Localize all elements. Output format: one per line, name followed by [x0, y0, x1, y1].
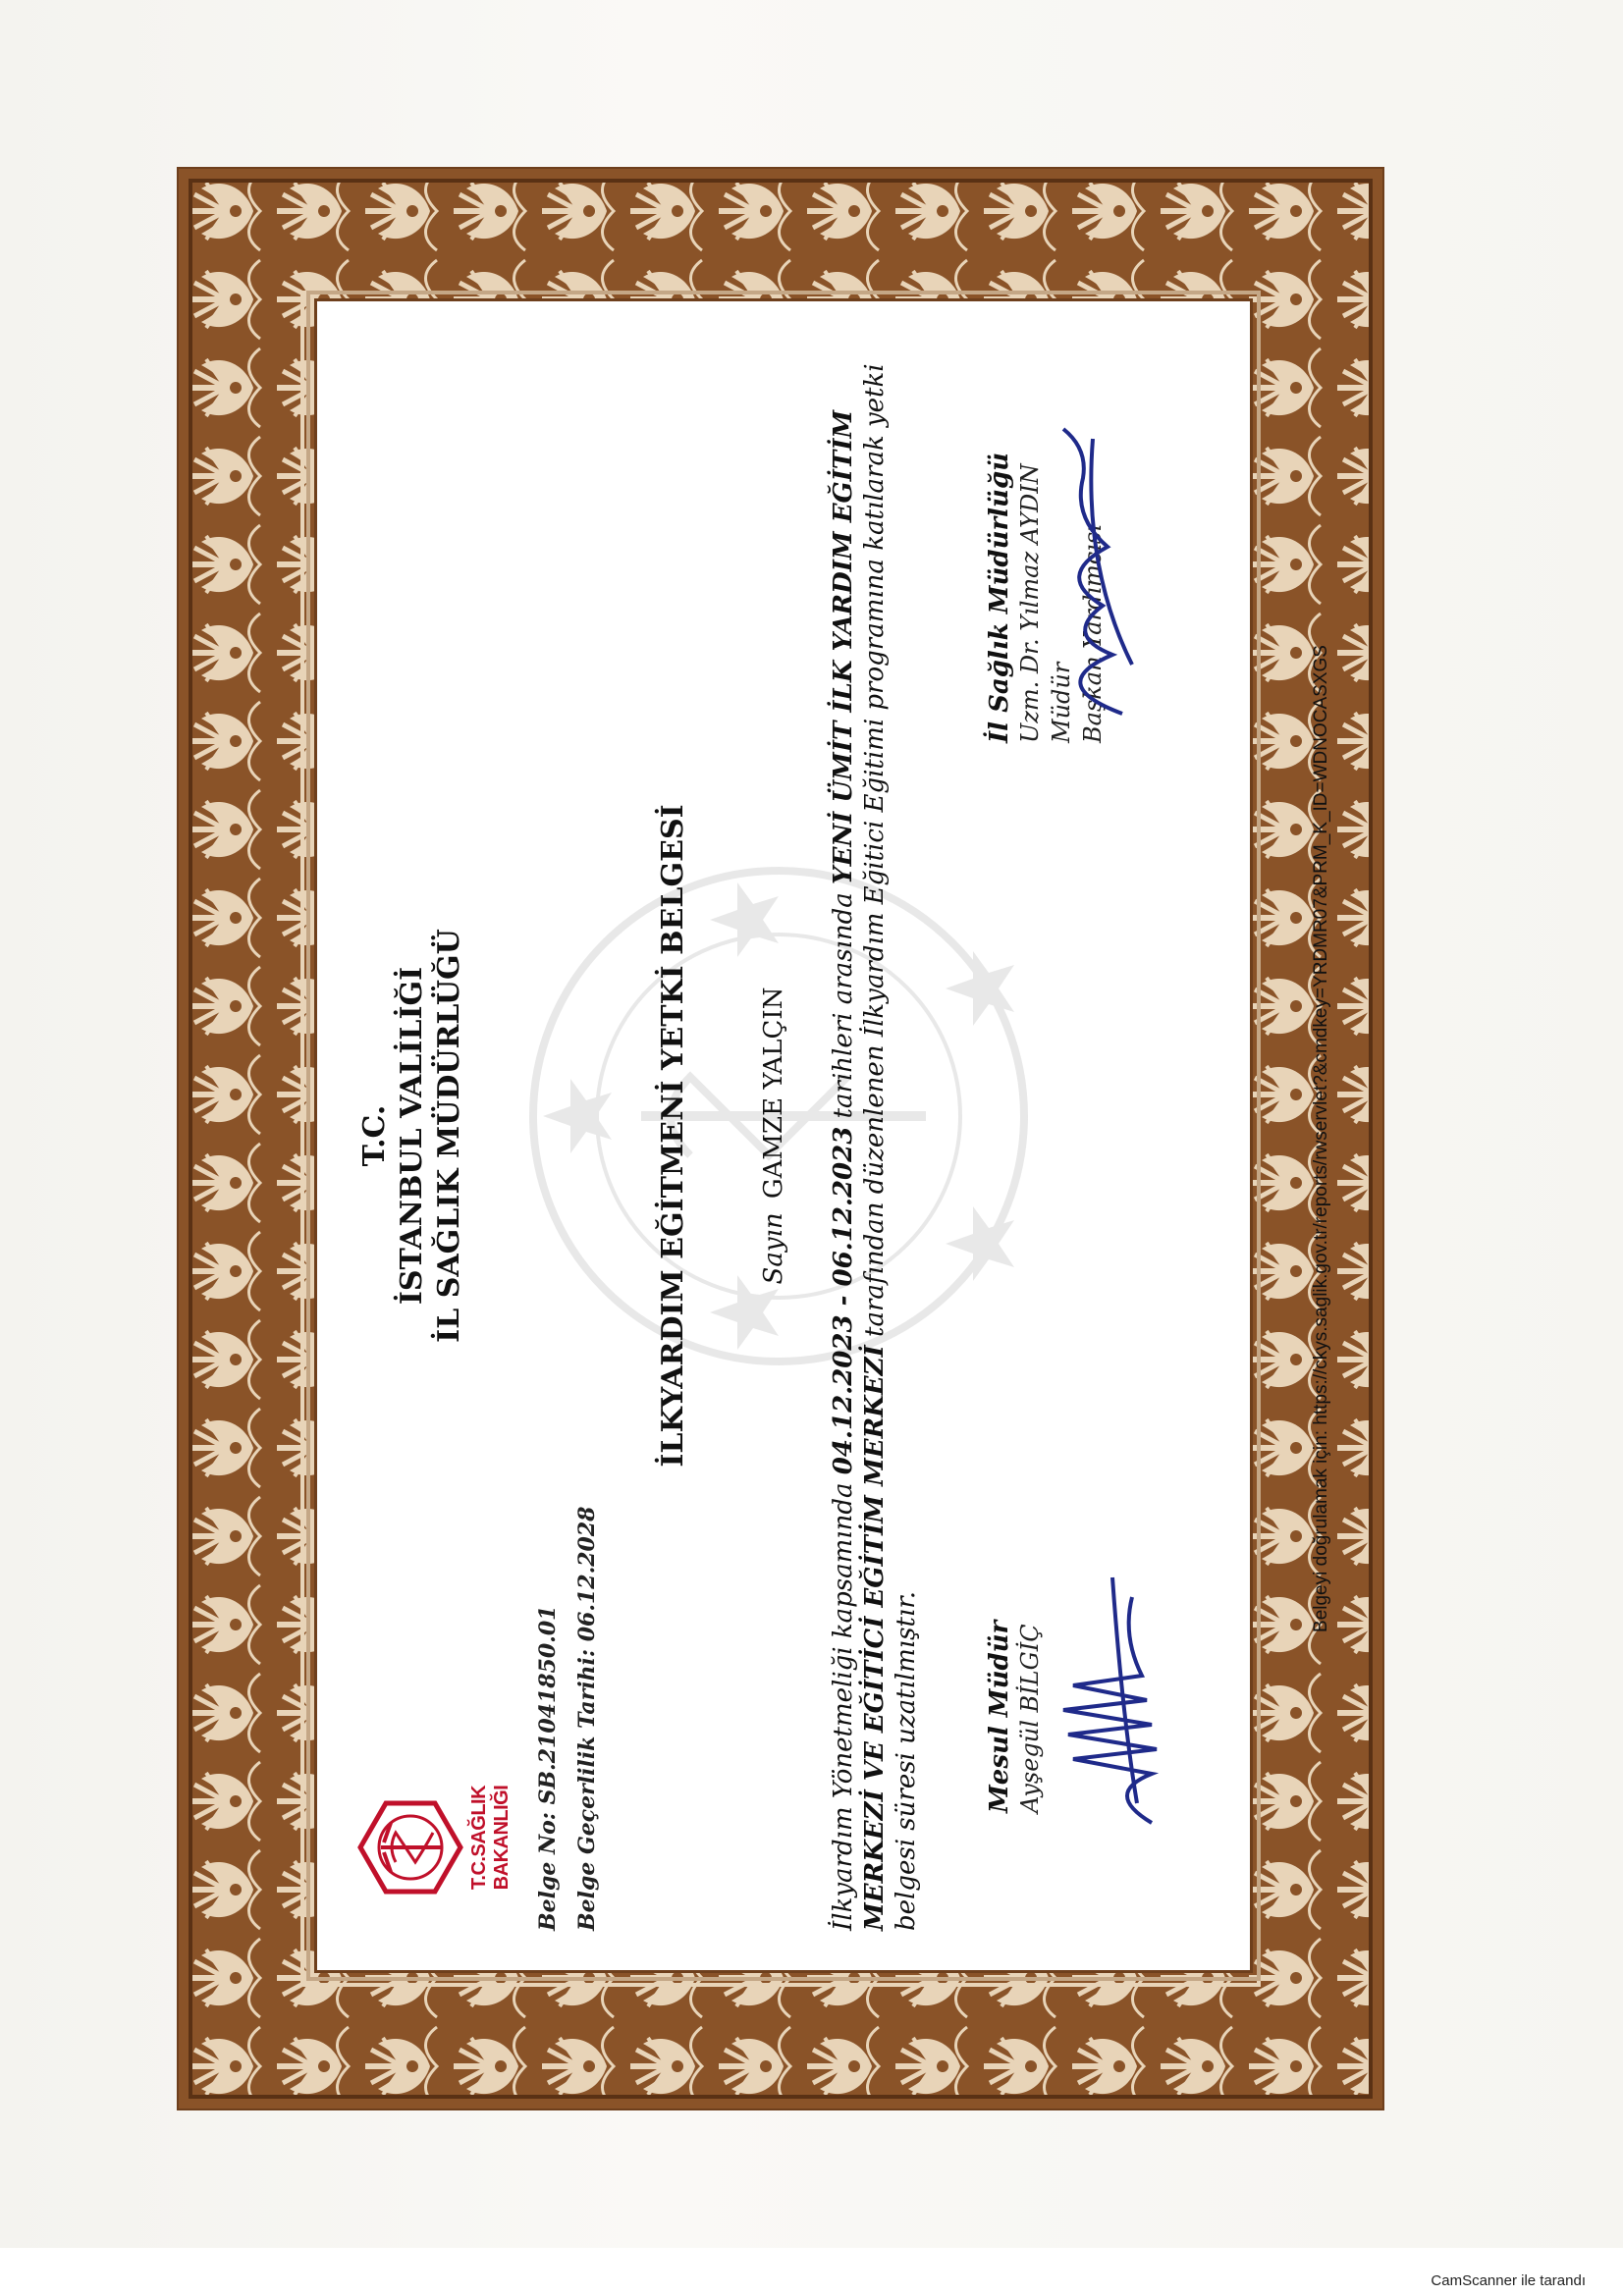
document-number: [528, 1507, 568, 1931]
recipient: [759, 301, 788, 1970]
verification-url: Belgeyi doğrulamak için: https://ckys.saglik.gov.tr/reports/rwservlet?&cmdkey=YRDMR07&PRM_K_ID=WDNOCASXGS: [1311, 645, 1331, 1632]
document-meta: [528, 1507, 607, 1931]
statement-start-date: 04.12.2023: [829, 1314, 858, 1475]
ministry-logo-text: T.C.SAĞLIK BAKANLIĞI: [468, 1785, 513, 1891]
statement-end-date: 06.12.2023: [829, 1126, 858, 1287]
certificate-statement: [828, 341, 922, 1931]
document-validity: [568, 1507, 607, 1931]
signatory-title: İl Sağlık Müdürlüğü: [985, 452, 1014, 743]
document-number-value: SB.21041850.01: [535, 1605, 561, 1805]
statement-part-2: tarihleri arasında: [829, 883, 858, 1127]
document-title: İLKYARDIM EĞİTMENİ YETKİ BELGESİ: [656, 804, 690, 1468]
certificate: [177, 167, 1384, 2110]
signatory-provincial-directorate: [985, 453, 1109, 743]
validity-date: 06.12.2028: [574, 1506, 600, 1642]
header-directorate: İL SAĞLIK MÜDÜRLÜĞÜ: [432, 929, 466, 1343]
statement-part-1: İlkyardım Yönetmeliği kapsamında: [829, 1474, 858, 1931]
handwritten-signature-icon: [1024, 409, 1162, 723]
document-number-label: Belge No:: [535, 1812, 561, 1931]
scanner-note: CamScanner ile tarandı: [1431, 2272, 1586, 2289]
issuer-header: [356, 301, 468, 1970]
recipient-salutation: Sayın: [759, 1212, 788, 1285]
recipient-name: GAMZE YALÇIN: [759, 987, 788, 1200]
statement-center-name: YENİ ÜMİT İLK YARDIM EĞİTİM MERKEZİ VE EĞİTİCİ EĞİTİM MERKEZİ: [829, 409, 890, 1931]
validity-label: Belge Geçerlilik Tarihi:: [574, 1648, 600, 1931]
header-tc: T.C.: [357, 1104, 392, 1167]
signatory-subtitle-2: Başkan Yardımcısı: [1079, 524, 1107, 743]
header-governorship: İSTANBUL VALİLİĞİ: [395, 966, 429, 1306]
certificate-body: [314, 298, 1253, 1973]
signatory-title: Mesul Müdür: [985, 1620, 1014, 1813]
signatory-subtitle: Müdür: [1048, 662, 1075, 743]
scanner-footer: [0, 2248, 1623, 2296]
signatory-name: Uzm. Dr. Yılmaz AYDIN: [1016, 463, 1044, 743]
signatory-name: Ayşegül BİLGİÇ: [1016, 1624, 1044, 1813]
statement-part-3: tarafından düzenlenen İlkyardım Eğitici Eğitimi programına katılarak yetki belgesi süresi uzatılmıştır.: [860, 363, 921, 1931]
statement-date-separator: -: [829, 1286, 858, 1315]
signatory-responsible-manager: [985, 1621, 1046, 1813]
handwritten-signature-icon: [1044, 1538, 1191, 1833]
